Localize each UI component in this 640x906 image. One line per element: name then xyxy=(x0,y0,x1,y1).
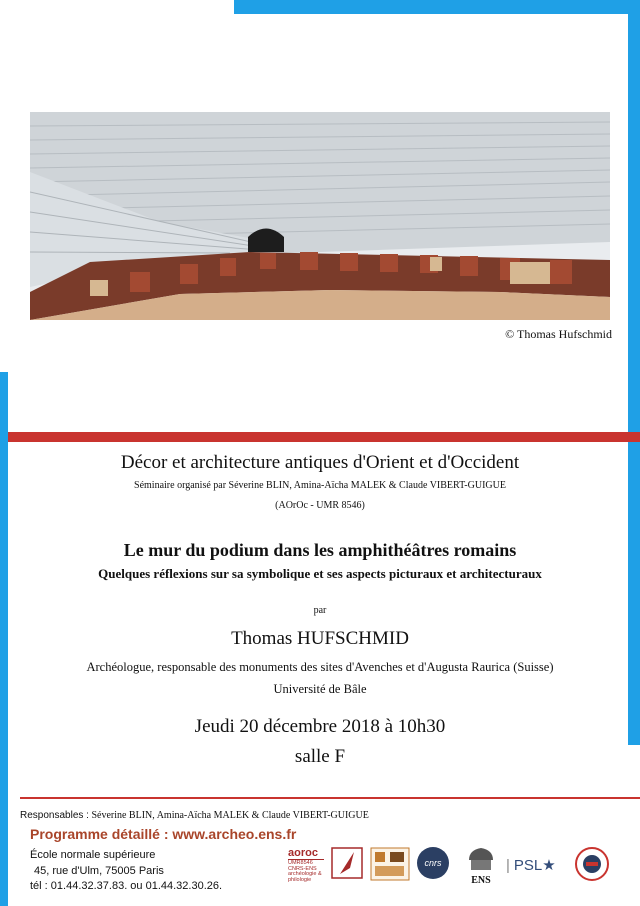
event-date: Jeudi 20 décembre 2018 à 10h30 xyxy=(194,716,446,737)
seminar-title: Décor et architecture antiques d'Orient et d'Occident xyxy=(120,452,520,473)
speaker-name: Thomas HUFSCHMID xyxy=(231,628,409,649)
republique-seal-icon xyxy=(574,846,610,882)
speaker-university: Université de Bâle xyxy=(273,682,367,696)
ens-building-icon xyxy=(466,846,496,874)
footer-divider xyxy=(20,797,640,799)
address-phone: tél : 01.44.32.37.83. ou 01.44.32.30.26. xyxy=(30,880,223,892)
responsables-line xyxy=(20,810,369,821)
event-room: salle F xyxy=(294,746,346,767)
seminar-organizers: Séminaire organisé par Séverine BLIN, Amina-Aïcha MALEK & Claude VIBERT-GUIGUE xyxy=(134,480,506,491)
amphitheatre-illustration xyxy=(30,112,610,320)
photo-credit: © Thomas Hufschmid xyxy=(505,327,612,341)
cnrs-logo-text: cnrs xyxy=(424,858,442,868)
aoroc-logo xyxy=(288,848,324,883)
quill-logo-icon xyxy=(330,846,364,880)
seminar-lab: (AOrOc - UMR 8546) xyxy=(275,500,365,511)
address-line-2: 45, rue d'Ulm, 75005 Paris xyxy=(34,865,164,877)
programme-link[interactable]: Programme détaillé : www.archeo.ens.fr xyxy=(30,826,297,842)
aoroc-logo-subtext: UMR8546 CNRS-ENS archéologie & philologie xyxy=(288,860,322,883)
red-divider xyxy=(8,432,640,442)
talk-subtitle: Quelques réflexions sur sa symbolique et ses aspects picturaux et architecturaux xyxy=(98,566,542,581)
top-frame-bar xyxy=(234,0,640,14)
psl-logo-text: PSL★ xyxy=(513,857,556,874)
responsables-names: Séverine BLIN, Amina-Aïcha MALEK & Claude VIBERT-GUIGUE xyxy=(91,810,369,821)
speaker-role: Archéologue, responsable des monuments des sites d'Avenches et d'Augusta Raurica (Suisse) xyxy=(86,660,554,674)
aoroc-logo-text: aoroc xyxy=(288,848,324,860)
talk-title: Le mur du podium dans les amphithéâtres romains xyxy=(123,540,517,560)
responsables-label: Responsables : xyxy=(20,810,89,821)
amphitheatre-image xyxy=(30,112,610,320)
library-logo-icon xyxy=(370,846,410,882)
par-label: par xyxy=(313,605,327,616)
psl-logo: | PSL★ xyxy=(506,857,556,874)
address-line-1: École normale supérieure xyxy=(30,849,156,861)
ens-logo-text: ENS xyxy=(471,875,491,886)
